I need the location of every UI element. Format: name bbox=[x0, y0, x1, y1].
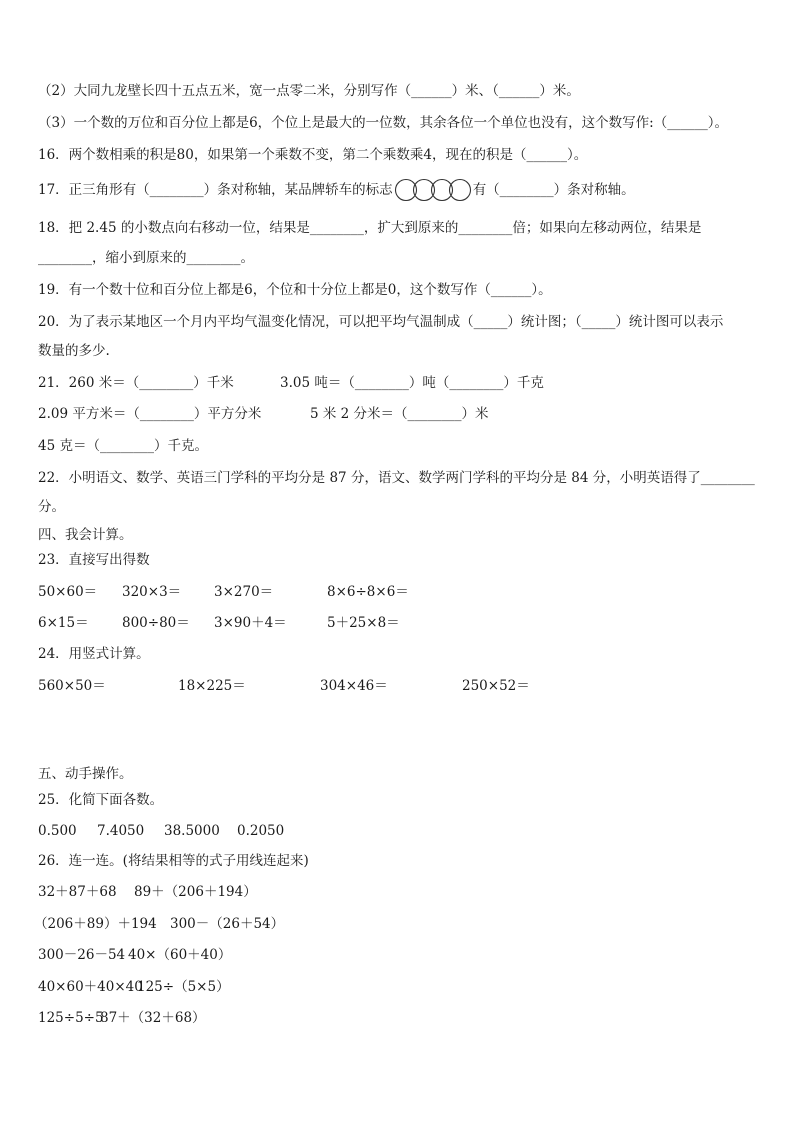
q25-c4: 0.2050 bbox=[237, 823, 285, 839]
q23-r2-c3: 3×90＋4＝ bbox=[214, 615, 287, 631]
q26-r1-right: 89＋（206＋194） bbox=[134, 884, 257, 900]
q26-r2-left: （206＋89）＋194 bbox=[34, 916, 157, 932]
section-4-title: 四、我会计算。 bbox=[38, 527, 133, 543]
q26-r5-left: 125÷5÷5 bbox=[38, 1010, 104, 1026]
q26-r3-left: 300－26－54 bbox=[38, 947, 126, 963]
question-26: 26．连一连。(将结果相等的式子用线连起来) bbox=[38, 853, 309, 869]
question-18-line2: ________，缩小到原来的________。 bbox=[38, 250, 254, 266]
q24-c1: 560×50＝ bbox=[38, 678, 106, 694]
q23-r2-c1: 6×15＝ bbox=[38, 615, 89, 631]
q15-part3: （3）一个数的万位和百分位上都是6，个位上是最大的一位数，其余各位一个单位也没有，这个数写作:（______）。 bbox=[38, 115, 728, 131]
question-22-line1: 22．小明语文、数学、英语三门学科的平均分是 87 分，语文、数学两门学科的平均分是 84 分，小明英语得了________ bbox=[38, 470, 755, 486]
q24-c4: 250×52＝ bbox=[462, 678, 530, 694]
q17-text-a: 17．正三角形有（________）条对称轴，某品牌轿车的标志 bbox=[38, 181, 393, 198]
question-21-row2 bbox=[38, 404, 489, 424]
question-25: 25．化简下面各数。 bbox=[38, 792, 164, 808]
question-23: 23．直接写出得数 bbox=[38, 552, 150, 568]
q21-item-d: 5 米 2 分米＝（________）米 bbox=[310, 406, 489, 422]
q26-r4-right: 125÷（5×5） bbox=[137, 979, 230, 995]
q26-r1-left: 32＋87＋68 bbox=[38, 884, 117, 900]
question-24: 24．用竖式计算。 bbox=[38, 646, 150, 662]
section-5-title: 五、动手操作。 bbox=[38, 766, 133, 782]
question-18-line1: 18．把 2.45 的小数点向右移动一位，结果是________，扩大到原来的________倍；如果向左移动两位，结果是 bbox=[38, 220, 702, 236]
q21-item-a: 21．260 米＝（________）千米 bbox=[38, 375, 234, 391]
question-21-row1 bbox=[38, 373, 544, 393]
q25-c1: 0.500 bbox=[38, 823, 77, 839]
question-17 bbox=[38, 178, 635, 202]
q26-r2-right: 300－（26＋54） bbox=[170, 916, 285, 932]
q25-c2: 7.4050 bbox=[97, 823, 145, 839]
q26-r4-left: 40×60＋40×40 bbox=[38, 979, 143, 995]
question-16: 16．两个数相乘的积是80，如果第一个乘数不变，第二个乘数乘4，现在的积是（______）。 bbox=[38, 147, 588, 163]
q25-c3: 38.5000 bbox=[164, 823, 220, 839]
q21-item-b: 3.05 吨＝（________）吨（________）千克 bbox=[280, 375, 544, 391]
q15-part2: （2）大同九龙壁长四十五点五米，宽一点零二米，分别写作（______）米、（______）米。 bbox=[38, 83, 580, 99]
q23-r1-c3: 3×270＝ bbox=[214, 584, 274, 600]
question-19: 19．有一个数十位和百分位上都是6，个位和十分位上都是0，这个数写作（______）。 bbox=[38, 282, 552, 298]
question-20-line2: 数量的多少. bbox=[38, 343, 110, 359]
q26-r3-right: 40×（60＋40） bbox=[128, 947, 232, 963]
q26-r5-right: 87＋（32＋68） bbox=[100, 1010, 206, 1026]
q21-item-c: 2.09 平方米＝（________）平方分米 bbox=[38, 406, 262, 422]
car-logo-rings-icon bbox=[394, 178, 472, 202]
q23-r1-c1: 50×60＝ bbox=[38, 584, 98, 600]
q23-r2-c2: 800÷80＝ bbox=[122, 615, 190, 631]
question-22-line2: 分。 bbox=[38, 499, 65, 515]
q24-c2: 18×225＝ bbox=[178, 678, 246, 694]
q23-r2-c4: 5＋25×8＝ bbox=[327, 615, 400, 631]
question-21-row3: 45 克＝（________）千克。 bbox=[38, 438, 208, 454]
q24-c3: 304×46＝ bbox=[320, 678, 388, 694]
q17-text-b: 有（________）条对称轴。 bbox=[472, 181, 635, 198]
q23-r1-c2: 320×3＝ bbox=[122, 584, 182, 600]
q23-r1-c4: 8×6÷8×6＝ bbox=[327, 584, 409, 600]
question-20-line1: 20．为了表示某地区一个月内平均气温变化情况，可以把平均气温制成（_____）统计图；（_____）统计图可以表示 bbox=[38, 314, 724, 330]
